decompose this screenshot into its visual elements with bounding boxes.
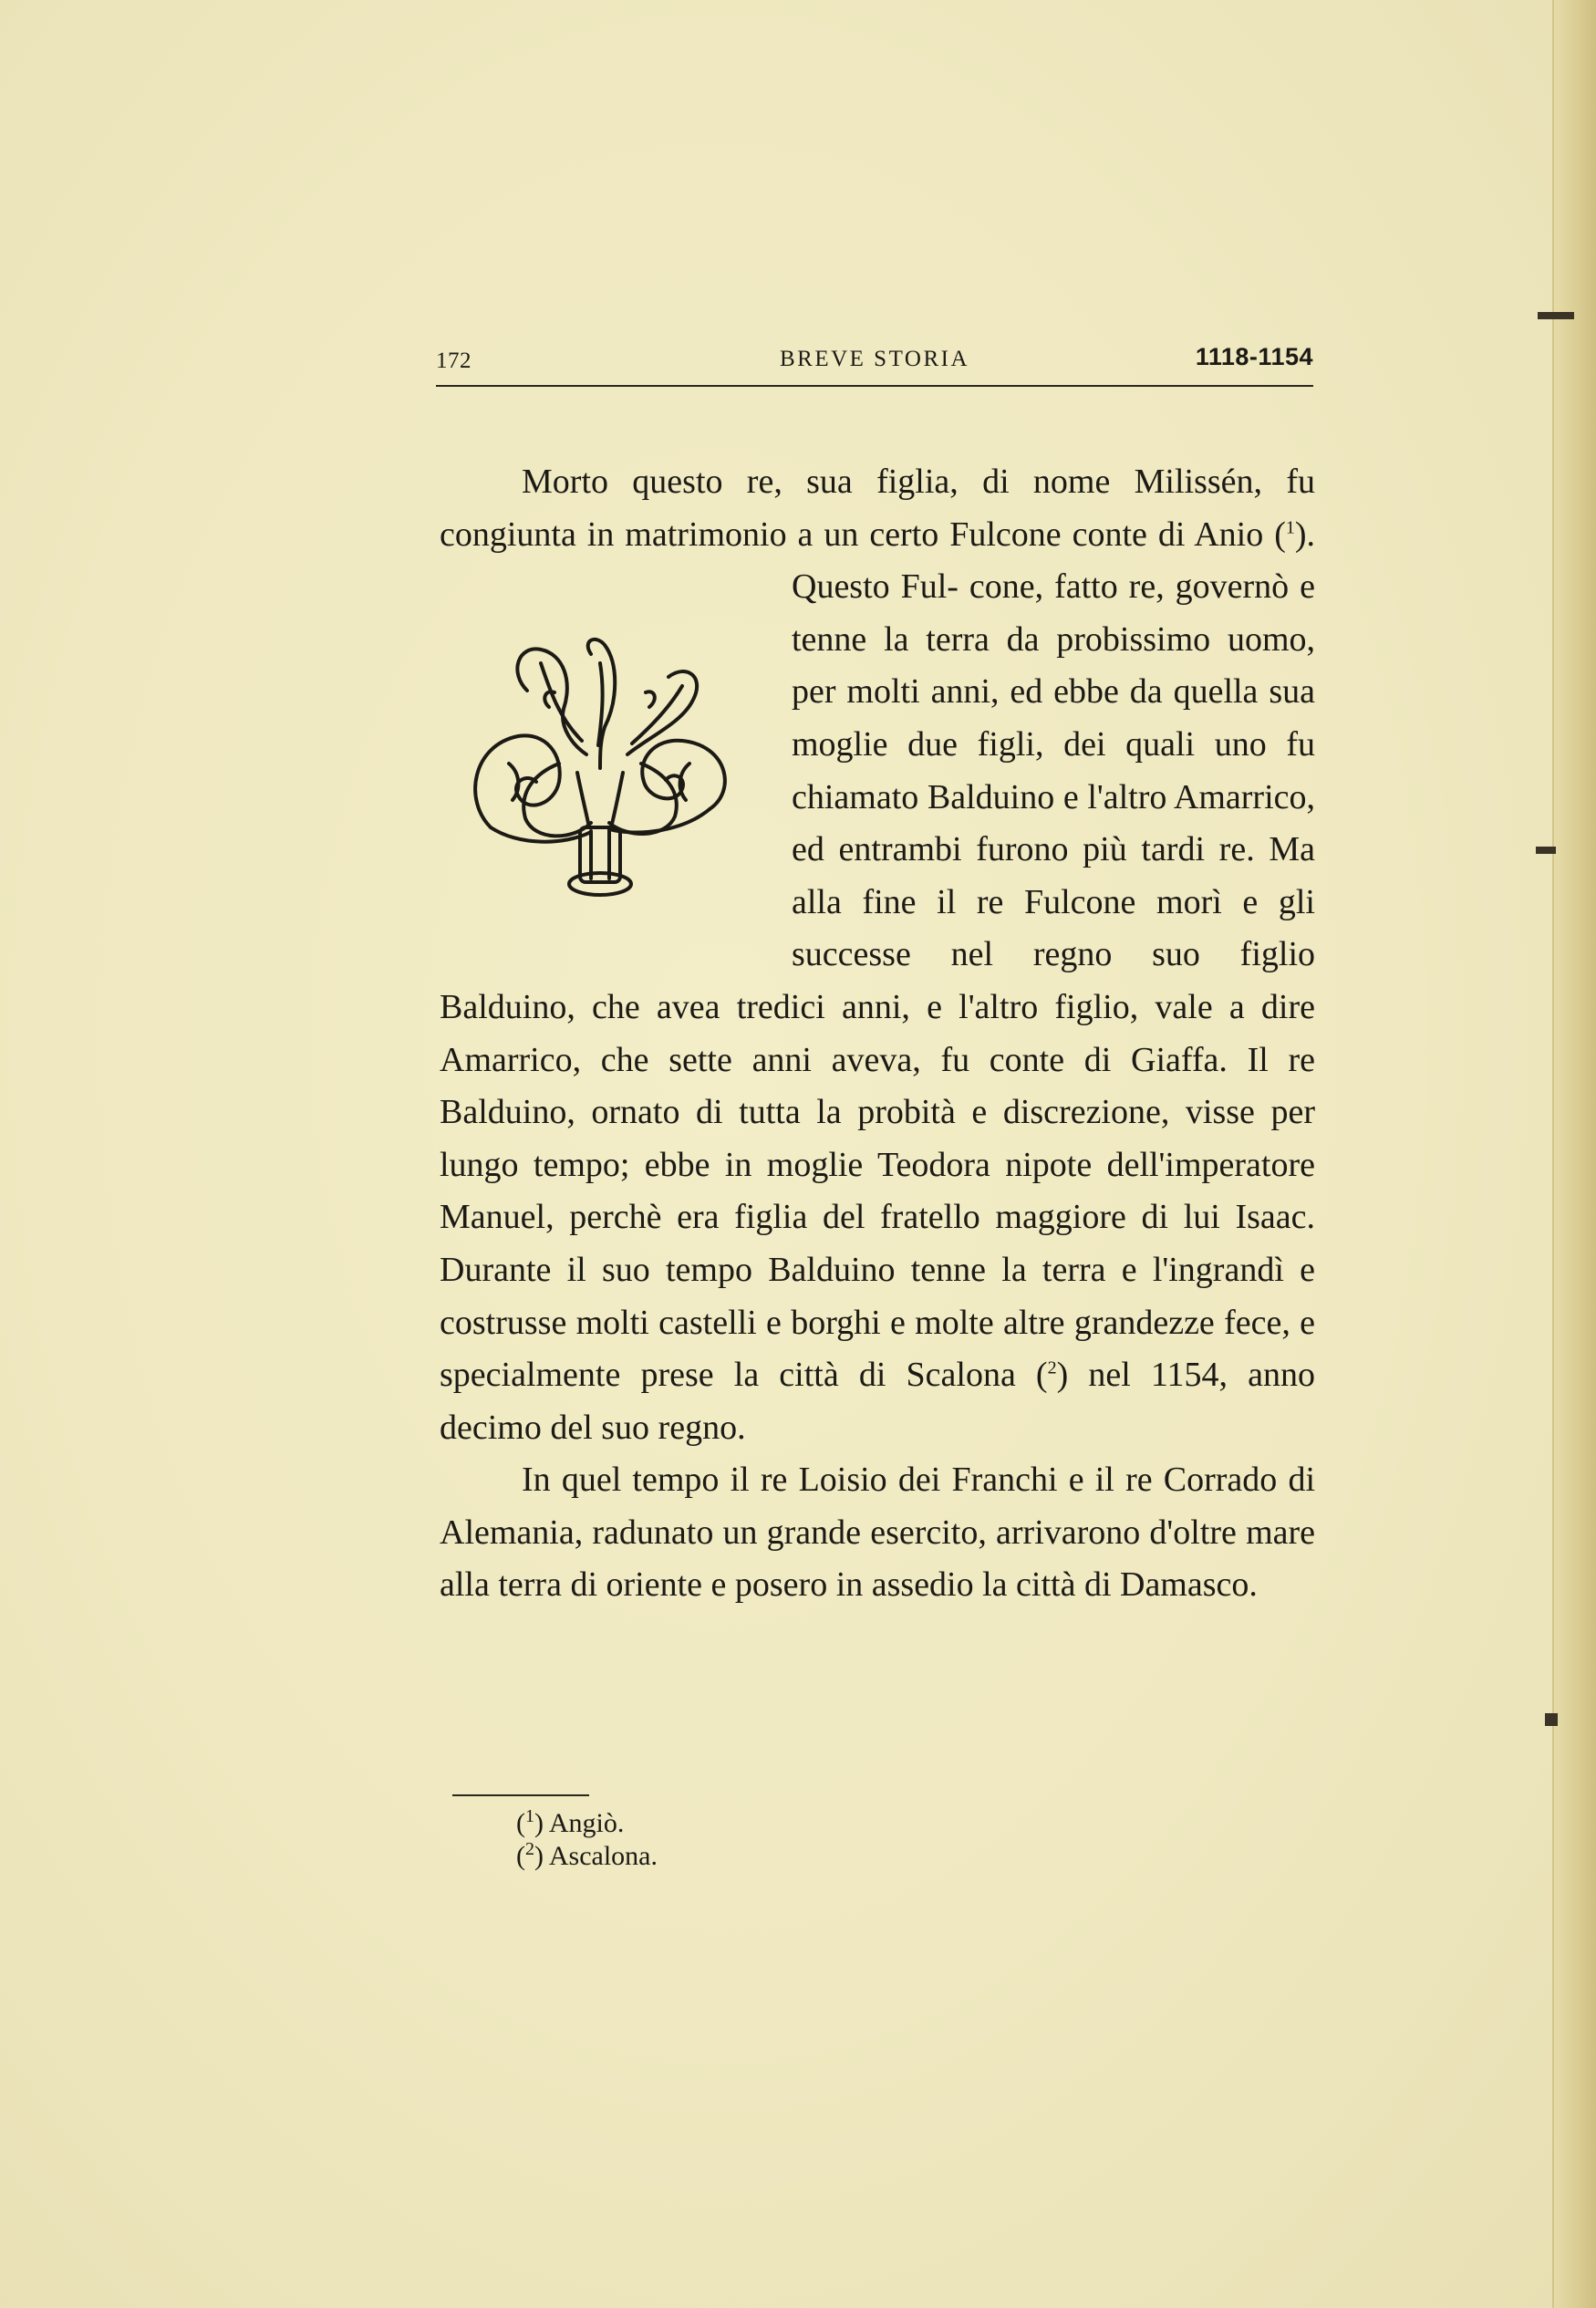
text-line: esercito, arrivarono d'oltre mare alla terra di xyxy=(440,1513,1316,1605)
page-edge xyxy=(1552,0,1596,2308)
text-line: regno suo figlio Balduino, che avea tredici anni, xyxy=(440,935,1315,1026)
edge-mark xyxy=(1538,312,1574,319)
text-line: ). Questo Ful- xyxy=(792,515,1316,607)
text-line: costrusse molti castelli e borghi e molte altre xyxy=(440,1303,1065,1342)
text-line: alla fine il re Fulcone morì e gli successe nel xyxy=(792,882,1315,974)
text-line: cone, fatto re, governò e tenne xyxy=(792,567,1315,659)
footnote-text: Angiò. xyxy=(548,1808,625,1838)
text-line: dei quali uno fu chiamato Balduino e l'altro xyxy=(792,724,1316,816)
body-text xyxy=(440,456,1315,1612)
page-number: 172 xyxy=(436,348,472,373)
text-line: lungo tempo; ebbe in moglie Teodora nipote xyxy=(440,1145,1093,1184)
text-line: fratello maggiore di lui Isaac. Durante il suo xyxy=(440,1198,1316,1289)
running-title: BREVE STORIA xyxy=(779,347,970,371)
footnote: ($^1$) Angiò. xyxy=(516,1806,625,1838)
text-line: grandezze fece, e specialmente prese la città di xyxy=(440,1303,1316,1395)
footnote-mark: 2 xyxy=(525,1839,534,1859)
text-line: Morto questo re, sua figlia, di nome Milissén, xyxy=(522,463,1263,501)
footnote-ref: 2 xyxy=(1047,1357,1057,1378)
text-line: re Corrado di Alemania, radunato un grande xyxy=(440,1461,1316,1552)
date-range: 1118-1154 xyxy=(1195,343,1313,370)
header-rule xyxy=(436,385,1313,387)
text-line: dell'imperatore Manuel, perchè era figlia del xyxy=(440,1145,1315,1237)
footnote-ref: 1 xyxy=(1285,516,1295,537)
footnote-text: Ascalona. xyxy=(548,1841,658,1871)
footnotes xyxy=(516,1807,658,1873)
text-line: Scalona ( xyxy=(906,1356,1048,1395)
running-header xyxy=(436,338,1313,389)
text-line: e l'altro figlio, vale a dire Amarrico, che sette xyxy=(440,987,1315,1079)
text-line: fu congiunta in matrimonio a un certo Fulcone xyxy=(440,463,1315,554)
text-line: la terra da probissimo uomo, xyxy=(884,619,1316,659)
acanthus-flower-ornament-icon xyxy=(454,636,746,910)
edge-mark xyxy=(1545,1713,1558,1726)
text-line: conte di Anio ( xyxy=(1072,515,1286,554)
text-line: anni aveva, fu conte di Giaffa. Il re Balduino, xyxy=(440,1040,1316,1132)
text-line: tempo Balduino tenne la terra e l'ingrandì e xyxy=(665,1250,1315,1289)
footnote: ($^2$) Ascalona. xyxy=(516,1839,658,1871)
text-line: quella sua moglie due figli, xyxy=(792,672,1315,764)
text-line: oriente e posero in assedio la città di Damasco. xyxy=(606,1565,1258,1605)
edge-mark xyxy=(1536,847,1556,854)
text-line: In quel tempo il re Loisio dei Franchi e il xyxy=(522,1461,1114,1500)
text-line: ) nel 1154, anno decimo del suo regno. xyxy=(440,1356,1315,1447)
footnote-rule xyxy=(452,1794,589,1796)
paragraph-1 xyxy=(440,456,1315,1454)
text-line: per molti anni, ed ebbe da xyxy=(792,672,1163,712)
paragraph-2 xyxy=(440,1454,1315,1612)
footnote-mark: 1 xyxy=(525,1806,534,1826)
text-line: Amarrico, ed entrambi furono più tardi re. Ma xyxy=(792,777,1315,869)
ornament xyxy=(440,614,768,961)
text-line: ornato di tutta la probità e discrezione, visse per xyxy=(591,1093,1315,1132)
